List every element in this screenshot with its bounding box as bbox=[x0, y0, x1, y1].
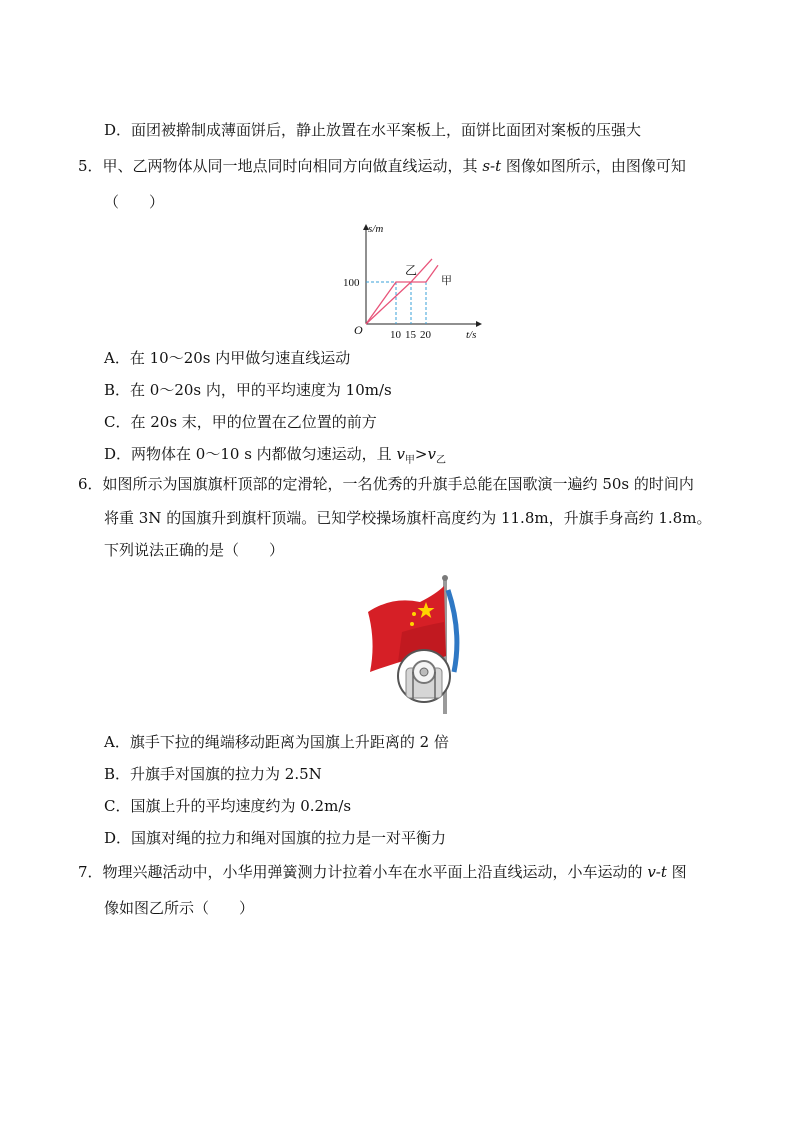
q7-stem-pre: 7．物理兴趣活动中，小华用弹簧测力计拉着小车在水平面上沿直线运动，小车运动的 bbox=[78, 863, 648, 881]
q6-option-c: C．国旗上升的平均速度约为 0.2m/s bbox=[104, 797, 352, 815]
gt-sign: > bbox=[414, 445, 428, 463]
x-tick-label: 20 bbox=[420, 329, 431, 340]
series-label-jia: 甲 bbox=[441, 275, 452, 287]
q5-option-a: A．在 10～20s 内甲做匀速直线运动 bbox=[104, 349, 351, 367]
q7-stem-2: 像如图乙所示（ ） bbox=[104, 899, 255, 917]
q5-option-d bbox=[104, 444, 446, 467]
small-star-icon bbox=[410, 622, 414, 626]
q4-option-d: D．面团被擀制成薄面饼后，静止放置在水平案板上，面饼比面团对案板的压强大 bbox=[104, 121, 642, 139]
q5-stem-post: 图像如图所示，由图像可知 bbox=[501, 157, 686, 175]
st-graph bbox=[330, 220, 490, 340]
x-axis-arrow bbox=[476, 321, 482, 327]
q5-option-b: B．在 0～20s 内，甲的平均速度为 10m/s bbox=[104, 381, 392, 399]
sub-jia: 甲 bbox=[404, 455, 415, 466]
pole-top bbox=[442, 575, 448, 581]
sub-yi: 乙 bbox=[435, 455, 446, 466]
q6-stem-1: 6．如图所示为国旗旗杆顶部的定滑轮，一名优秀的升旗手总能在国歌演一遍约 50s 的时间内 bbox=[78, 475, 694, 493]
q6-option-b: B．升旗手对国旗的拉力为 2.5N bbox=[104, 765, 322, 783]
v-jia: v bbox=[396, 445, 405, 463]
flag-pulley-figure bbox=[362, 572, 462, 716]
q7-stem-1 bbox=[78, 862, 687, 882]
v-yi: v bbox=[427, 445, 436, 463]
pulley-axle bbox=[420, 668, 428, 676]
origin-label: O bbox=[354, 323, 363, 337]
rope bbox=[448, 590, 457, 672]
q5-option-d-pre: D．两物体在 0～10 s 内都做匀速运动，且 bbox=[104, 445, 397, 463]
q6-option-d: D．国旗对绳的拉力和绳对国旗的拉力是一对平衡力 bbox=[104, 829, 447, 847]
q5-stem-var: s-t bbox=[482, 157, 502, 175]
x-axis-label: t/s bbox=[466, 329, 477, 340]
q6-stem-2: 将重 3N 的国旗升到旗杆顶端。已知学校操场旗杆高度约为 11.8m，升旗手身高约 1.8m。 bbox=[104, 509, 712, 527]
q5-paren: （ ） bbox=[104, 193, 165, 211]
q5-option-c: C．在 20s 末，甲的位置在乙位置的前方 bbox=[104, 413, 377, 431]
q7-stem-post: 图 bbox=[666, 863, 687, 881]
q5-stem bbox=[78, 156, 686, 176]
q6-option-a: A．旗手下拉的绳端移动距离为国旗上升距离的 2 倍 bbox=[104, 733, 449, 751]
x-tick-label: 10 bbox=[390, 329, 401, 340]
q5-stem-pre: 5．甲、乙两物体从同一地点同时向相同方向做直线运动，其 bbox=[78, 157, 483, 175]
y-axis-label: s/m bbox=[368, 223, 384, 235]
y-tick-label: 100 bbox=[343, 277, 360, 289]
series-line-yi bbox=[366, 259, 432, 324]
q6-stem-3: 下列说法正确的是（ ） bbox=[104, 541, 285, 559]
series-line-jia bbox=[366, 265, 438, 324]
series-label-yi: 乙 bbox=[405, 263, 418, 278]
x-tick-label: 15 bbox=[405, 329, 416, 340]
q7-stem-var: v-t bbox=[647, 863, 667, 881]
small-star-icon bbox=[412, 612, 416, 616]
